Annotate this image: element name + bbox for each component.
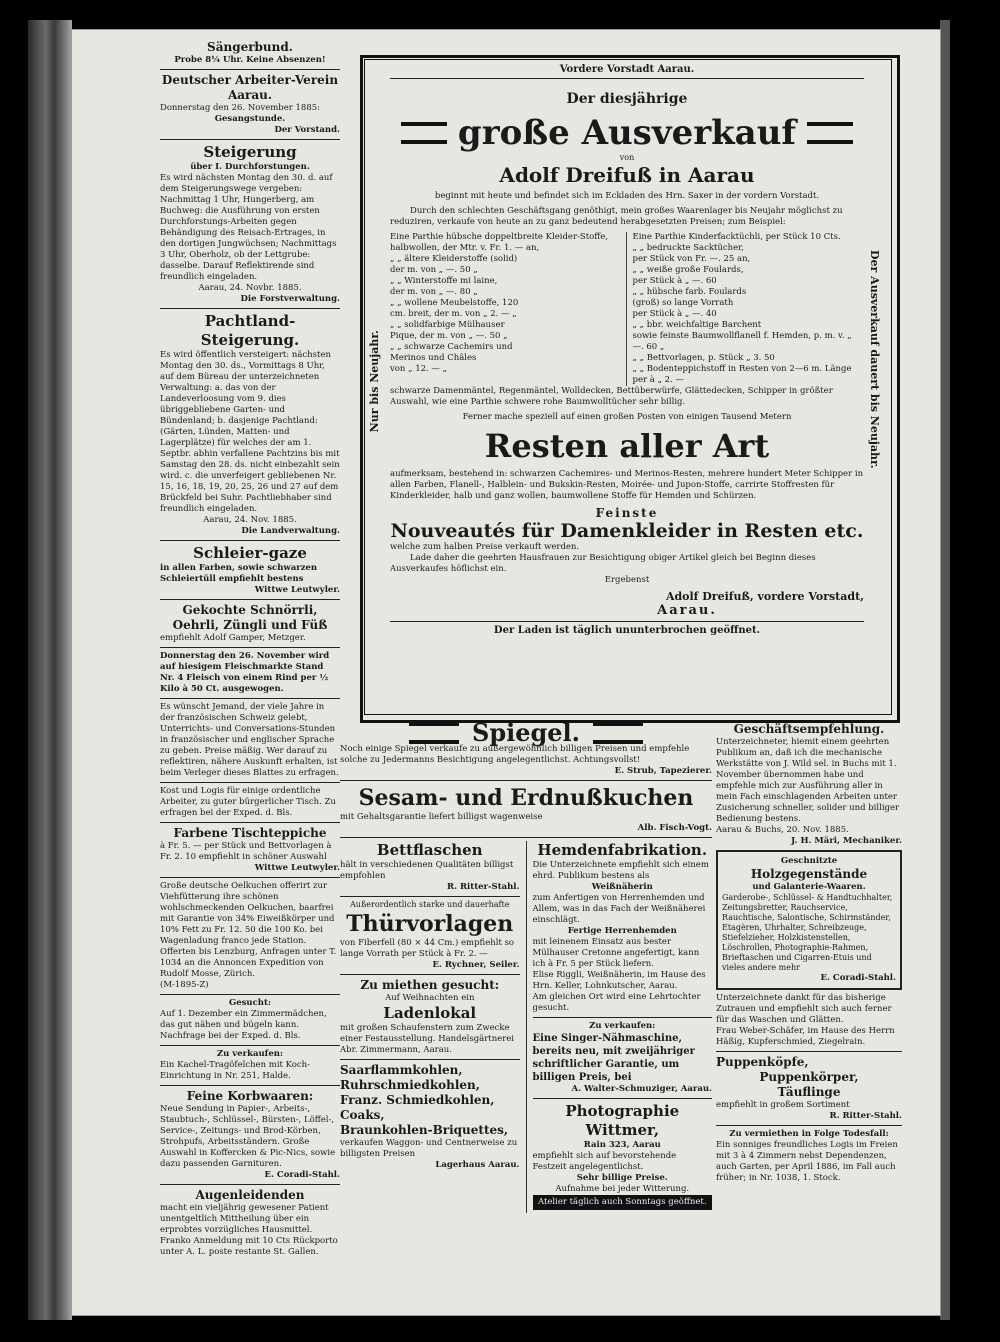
ad-title: Geschäftsempfehlung.	[733, 722, 885, 736]
ad-von: von	[619, 153, 635, 162]
ad-text2: Aufnahme bei jeder Witterung.	[555, 1184, 690, 1194]
ad-text: Ein Kachel-Tragöfelchen mit Koch-Einrichtung in Nr. 251, Halde.	[160, 1060, 311, 1081]
price-line: „ „ Bettvorlagen, p. Stück „ 3. 50	[632, 353, 775, 363]
ad-text: Neue Sendung in Papier-, Arbeits-, Staubtuch-, Schlüssel-, Bürsten-, Löffel-, Service-, Zeitungs- und Brod-Körben, Strohpufs, Arbeitsständern. Große Auswahl in Koffercken & Pic-Nics, sowie dazu passenden Garnituren.	[160, 1104, 336, 1169]
ad-sign: Frau Weber-Schäfer, im Hause des Herrn Häßig, Kupferschmied, Ziegelrain.	[716, 1026, 895, 1047]
ad-text: verkaufen Waggon- und Centnerweise zu billigsten Preisen	[340, 1138, 518, 1159]
ad-sign: Der Vorstand.	[274, 125, 340, 135]
ad-sign: E. Rychner, Seiler.	[432, 960, 520, 970]
ad-lade: Lade daher die geehrten Hausfrauen zur Besichtigung obiger Artikel gleich bei Beginn dieses Ausverkaufes höflichst ein.	[390, 553, 816, 574]
ad-spiegel	[340, 718, 712, 777]
price-line: Eine Parthie hübsche doppeltbreite Kleider-Stoffe,	[390, 232, 609, 242]
middle-column	[340, 718, 712, 1242]
ad-text3: mit leinenem Einsatz aus bester Mülhauser Cretonne angefertigt, kann ich à Fr. 5 per Stück liefern.	[532, 937, 700, 969]
ad-sign: Elise Riggli, Weißnäherin, im Hause des Hrn. Keller, Lohnkutscher, Aarau.	[532, 970, 706, 991]
ad-title: Zu miethen gesucht:	[360, 978, 500, 992]
price-line: per Stück à „ —. 60	[632, 276, 717, 286]
ad-text4: Am gleichen Ort wird eine Lehrtochter gesucht.	[532, 992, 701, 1013]
ad-schnoerrli	[160, 603, 340, 644]
ad-schwarze: schwarze Damenmäntel, Regenmäntel, Wolldecken, Bettüberwürfe, Glättedecken, Schipper in größter Auswahl, wie eine Parthie schwere rohe Baumwolltücher sehr billig.	[390, 386, 833, 407]
ad-footer: Der Laden ist täglich ununterbrochen geöffnet.	[493, 625, 761, 636]
ad-sub: Auf Weihnachten ein	[385, 993, 475, 1003]
ad-title: Zu verkaufen:	[589, 1021, 656, 1031]
ad-title: Gesucht:	[228, 998, 272, 1008]
ad-sign: Die Forstverwaltung.	[240, 294, 340, 304]
ad-title: Farbene Tischteppiche	[173, 826, 327, 840]
ad-thuervorlagen	[340, 900, 520, 971]
price-line: per Stück von Fr. —. 25 an,	[632, 254, 751, 264]
ad-sub2: Fertige Herrenhemden	[567, 926, 677, 936]
price-line: „ „ bbr. weichfaltige Barchent	[632, 320, 762, 330]
price-line: (groß) so lange Vorrath	[632, 298, 734, 308]
ad-text: Es wird nächsten Montag den 30. d. auf dem Steigerungswege vergeben: Nachmittag 1 Uhr, Hungerberg, am Buchweg: die Ausführung von ersten Durchforstungs-Arbeiten gegen Behändigung des Reisach-Ertrages, in den dortigen Jungwüchsen; Nachmittags 3 Uhr, Oberholz, ob der Lettgrube: dasselbe. Darauf Reflektirende sind freundlich eingeladen.	[160, 173, 337, 282]
ad-title: Bettflaschen	[376, 841, 483, 859]
price-line: „ „ Bodenteppichstoff in Resten von 2—6 m. Länge	[632, 364, 852, 374]
ad-aufmerksam: aufmerksam, bestehend in: schwarzen Cachemires- und Merinos-Resten, mehrere hundert Meter Schipper in allen Farben, Flanell-, Halblein- und Bukskin-Resten, Moirée- und Jupon-Stoffe, carrirte Stoffresten für Kinderkleider, halb und ganz wollen, baumwollene Stoffe für Hemden und Schürzen.	[390, 469, 864, 501]
ad-header: Vordere Vorstadt Aarau.	[559, 64, 695, 75]
ad-title2: Ladenlokal	[383, 1004, 477, 1022]
ad-code: (M-1895-Z)	[160, 980, 209, 990]
price-table-left	[390, 232, 627, 386]
ad-line: Ruhrschmiedkohlen,	[340, 1078, 480, 1092]
ad-text: mit Gehaltsgarantie liefert billigst wagenweise	[340, 812, 543, 822]
ad-sub: über I. Durchforstungen.	[190, 162, 310, 172]
ad-title: Deutscher Arbeiter-Verein Aarau.	[161, 73, 339, 102]
ad-line: Puppenköpfe,	[716, 1055, 809, 1069]
ad-beginn: beginnt mit heute und befindet sich im Eckladen des Hrn. Saxer in der vordern Vorstadt.	[434, 191, 820, 201]
ad-sign: Die Landverwaltung.	[241, 526, 340, 536]
ad-holzgegenstaende	[716, 850, 902, 990]
ad-sign: Adolf Dreifuß, vordere Vorstadt,	[665, 590, 864, 603]
ad-text: Garderobe-, Schlüssel- & Handtuchhalter, Zeitungsbretter, Rauchservice, Rauchtische, Salontische, Schirmständer, Etagèren, Uhrhalter, Schreibzeuge, Stiefelzieher, Holzkistenstellen, Löschrollen, Photographie-Rahmen, Brieftaschen und Cigarren-Etuis und vieles andere mehr	[722, 893, 893, 972]
ausverkauf-ad	[390, 64, 864, 712]
ad-text: mit großen Schaufenstern zum Zwecke einer Festausstellung. Handelsgärtnerei Abr. Zimmermann, Aarau.	[340, 1023, 515, 1055]
ad-sign: E. Coradi-Stahl.	[264, 1170, 340, 1180]
ad-sign: J. H. Märi, Mechaniker.	[791, 836, 902, 846]
ad-text: empfiehlt in großem Sortiment	[716, 1100, 850, 1110]
ad-text: macht ein vieljährig gewesener Patient unentgeltlich Mittheilung über ein erprobtes vorzügliches Hausmittel. Franko Anmeldung mit 10 Cts Rückporto unter A. L. poste restante St. Gallen.	[160, 1203, 338, 1257]
ad-augen	[160, 1188, 340, 1258]
right-column	[716, 722, 902, 1242]
price-line: per à „ 2. —	[632, 375, 684, 385]
price-line: „ „ hübsche farb. Foulards	[632, 287, 747, 297]
ad-gesucht	[160, 998, 340, 1042]
ad-verkaufen	[160, 1049, 340, 1082]
ad-intro: Der diesjährige	[566, 91, 688, 107]
left-column	[160, 40, 340, 1257]
ornament-bar	[807, 122, 853, 144]
ad-oelkuchen	[160, 881, 340, 991]
page-right-edge	[940, 20, 950, 1320]
ad-title: Augenleidenden	[195, 1188, 305, 1202]
ad-title: Gekochte Schnörrli, Oehrli, Züngli und Füß	[172, 603, 328, 632]
ad-title: Zu verkaufen:	[216, 1049, 284, 1059]
ad-weber	[716, 993, 902, 1048]
ad-sign: Wittwe Leutwyler.	[254, 863, 340, 873]
ad-nouveautes: Nouveautés für Damenkleider in Resten etc.	[390, 520, 864, 542]
price-line: cm. breit, der m. von „ 2. — „	[390, 309, 517, 319]
ad-bettflaschen	[340, 841, 520, 893]
ad-title: Sängerbund.	[207, 40, 293, 54]
ad-text: Es wird öffentlich versteigert: nächsten Montag den 30. ds., Vormittags 8 Uhr, auf dem Büreau der unterzeichneten Verwaltung: a. das von der Landeverloosung vom 9. dies übriggebliebene Garten- und Bündenland; b. dasjenige Pachtland: (Gärten, Lünden, Matten- und Lagerplätze) für welches der am 1. Septbr. abhin verfallene Pachtzins bis mit Samstag den 28. ds. nicht einbezahlt sein wird. c. die unverfeigert gebliebenen Nr. 15, 16, 18, 19, 20, 25, 26 und 27 auf dem Brückfeld bei Suhr. Pachtliebhaber sind freundlich eingeladen.	[160, 350, 340, 514]
ad-donnerstag: Donnerstag den 26. November wird auf hiesigem Fleischmarkte Stand Nr. 4 Fleisch von einem Rind per ½ Kilo à 50 Ct. ausgewogen.	[160, 651, 330, 694]
ad-line: Täuflinge	[777, 1085, 841, 1099]
ad-line: Braunkohlen-Briquettes,	[340, 1123, 509, 1137]
ad-addr: Rain 323, Aarau	[583, 1140, 661, 1150]
ad-sign: Wittwe Leutwyler.	[254, 585, 340, 595]
price-line: Merinos und Châles	[390, 353, 477, 363]
price-line: halbwollen, der Mtr. v. Fr. 1. — an,	[390, 243, 540, 253]
ad-title: Spiegel.	[471, 718, 581, 747]
ad-hemden	[533, 841, 713, 1014]
ad-title: Hemdenfabrikation.	[537, 841, 708, 859]
ad-text: hält in verschiedenen Qualitäten billigst empfohlen	[340, 860, 514, 881]
ad-ferner: Ferner mache speziell auf einen großen Posten von einigen Tausend Metern	[462, 412, 792, 422]
ad-title: Steigerung	[203, 143, 297, 161]
ad-arbeiterverein	[160, 73, 340, 136]
price-line: per Stück à „ —. 40	[632, 309, 717, 319]
price-line: Eine Parthie Kinderfacktüchli, per Stück 10 Cts.	[632, 232, 841, 242]
ad-text: à Fr. 5. — per Stück und Bettvorlagen à Fr. 2. 10 empfiehlt in schöner Auswahl	[160, 841, 332, 862]
ad-sub: Gesangstunde.	[214, 114, 286, 124]
price-line: „ „ ältere Kleiderstoffe (solid)	[390, 254, 518, 264]
ad-text: Unterzeichneter, hiemit einem geehrten Publikum an, daß ich die mechanische Werkstätte von J. Wild sel. in Buchs mit 1. November übernommen habe und empfehle mich zur Ausführung aller in mein Fach einschlagenden Arbeiten unter Zusicherung schneller, solider und billiger Bedienung bestens.	[716, 737, 900, 824]
ad-title: Feine Korbwaaren:	[186, 1089, 314, 1103]
ad-title-row	[390, 113, 864, 153]
ad-sign: Alb. Fisch-Vogt.	[637, 823, 712, 833]
ad-date: Aarau & Buchs, 20. Nov. 1885.	[716, 825, 849, 835]
ad-text: Noch einige Spiegel verkaufe zu außergewöhnlich billigen Preisen und empfehle solche zu Jedermanns Besichtigung angelegentlichst. Achtungsvollst!	[340, 744, 690, 765]
price-line: „ „ schwarze Cachemirs und	[390, 342, 513, 352]
ad-kost: Kost und Logis für einige ordentliche Arbeiter, zu guter bürgerlicher Tisch. Zu erfragen bei der Exped. d. Bls.	[160, 786, 336, 818]
ad-title: Thürvorlagen	[346, 911, 514, 937]
ad-title: Pachtland-Steigerung.	[200, 312, 300, 349]
ad-korbwaaren	[160, 1089, 340, 1181]
ad-miethen	[340, 978, 520, 1056]
ad-sesam	[340, 784, 712, 834]
ad-text: empfiehlt Adolf Gamper, Metzger.	[160, 633, 306, 643]
ad-firm: Adolf Dreifuß in Aarau	[499, 163, 755, 187]
ad-sprache: Es wünscht Jemand, der viele Jahre in der französischen Schweiz gelebt, Unterrichts- und Conversations-Stunden in französischer und englischer Sprache zu geben. Preise mäßig. Wer darauf zu reflektiren, nähere Auskunft erhalten, ist beim Verleger dieses Blattes zu erfragen.	[160, 702, 339, 778]
ad-sign: R. Ritter-Stahl.	[447, 882, 520, 892]
ad-teppiche	[160, 826, 340, 874]
ad-main-title: große Ausverkauf	[457, 113, 797, 153]
ad-title: Photographie Wittmer,	[565, 1102, 680, 1139]
ad-date: Aarau, 24. Novbr. 1885.	[198, 283, 302, 293]
ad-line: Franz. Schmiedkohlen,	[340, 1093, 495, 1107]
ad-title: Sesam- und Erdnußkuchen	[358, 785, 694, 811]
ad-sub: Sehr billige Preise.	[576, 1173, 668, 1183]
price-line: der m. von „ —. 50 „	[390, 265, 478, 275]
ad-steigerung	[160, 143, 340, 305]
price-line: von „ 12. — „	[390, 364, 448, 374]
price-line: Pique, der m. von „ —. 50 „	[390, 331, 508, 341]
ad-text: in allen Farben, sowie schwarzen Schleiertüll empfiehlt bestens	[160, 563, 318, 584]
ad-date: Aarau, 24. Nov. 1885.	[203, 515, 297, 525]
ad-title: Schleier-gaze	[193, 544, 307, 562]
price-line: „ „ solidfarbige Mülhauser	[390, 320, 505, 330]
price-line: „ „ weiße große Foulards,	[632, 265, 744, 275]
ad-sign: E. Coradi-Stahl.	[820, 973, 896, 983]
ad-text: Eine Singer-Nähmaschine, bereits neu, mit zweijähriger schriftlicher Garantie, um billigen Preis, bei	[532, 1033, 695, 1083]
ad-text: Unterzeichnete dankt für das bisherige Zutrauen und empfiehlt sich auch ferner für das Waschen und Glätten.	[716, 993, 892, 1025]
binding-edge	[28, 20, 72, 1320]
ad-pre: Geschnitzte	[780, 856, 838, 866]
ad-vermiethen	[716, 1129, 902, 1184]
ad-sign: Lagerhaus Aarau.	[435, 1160, 520, 1170]
price-line: der m. von „ —. 80 „	[390, 287, 478, 297]
price-line: „ „ wollene Meubelstoffe, 120	[390, 298, 519, 308]
ad-photo	[533, 1102, 713, 1210]
ad-sign: A. Walter-Schmuziger, Aarau.	[571, 1084, 712, 1094]
ad-text: Auf 1. Dezember ein Zimmermädchen, das gut nähen und bügeln kann. Nachfrage bei der Exped. d. Bls.	[160, 1009, 327, 1041]
ad-text: Donnerstag den 26. November 1885:	[160, 103, 321, 113]
price-line: sowie feinste Baumwollflanell f. Hemden, p. m. v. „ —. 60 „	[632, 331, 852, 352]
ad-sub: und Galanterie-Waaren.	[752, 882, 866, 892]
ad-sign2: Aarau.	[657, 603, 717, 618]
ad-title: Zu vermiethen in Folge Todesfall:	[729, 1129, 889, 1139]
ad-kohlen	[340, 1063, 520, 1171]
ad-pachtland	[160, 312, 340, 537]
ad-puppen	[716, 1055, 902, 1122]
ad-line: Puppenkörper,	[759, 1070, 859, 1084]
ad-sub: Weißnäherin	[591, 882, 653, 892]
ad-text: von Fiberfell (80 × 44 Cm.) empfiehlt so lange Vorrath per Stück à Fr. 2. —	[340, 938, 515, 959]
price-table	[390, 232, 864, 386]
ad-resten: Resten aller Art	[484, 427, 770, 465]
ad-text: Probe 8¼ Uhr. Keine Absenzen!	[174, 55, 326, 65]
side-text-right: Der Ausverkauf dauert bis Neujahr.	[868, 250, 881, 469]
ad-geschaeftsempfehlung	[716, 722, 902, 847]
side-text-left: Nur bis Neujahr.	[368, 330, 381, 433]
price-line: „ „ Winterstoffe mi laine,	[390, 276, 498, 286]
ad-text: Ein sonniges freundliches Logis im Freien mit 3 à 4 Zimmern nebst Dependenzen, auch Garten, per April 1886, im Fall auch früher; in Nr. 1038, 1. Stock.	[716, 1140, 898, 1183]
ad-schleier	[160, 544, 340, 596]
ad-ergebenst: Ergebenst	[604, 575, 650, 585]
ad-text: Die Unterzeichnete empfiehlt sich einem ehrd. Publikum bestens als	[532, 860, 709, 881]
ad-title: Holzgegenstände	[750, 867, 868, 881]
ad-sign: E. Strub, Tapezierer.	[614, 766, 712, 776]
ad-text2: zum Anfertigen von Herrenhemden und Allem, was in das Fach der Weißnäherei einschlägt.	[532, 893, 706, 925]
price-line: „ „ bedruckte Sacktücher,	[632, 243, 745, 253]
ad-durch: Durch den schlechten Geschäftsgang genöthigt, mein großes Waarenlager bis Neujahr möglichst zu reduziren, verkaufe von heute an zu ganz bedeutend herabgesetzten Preisen; zum Beispiel:	[390, 206, 843, 227]
ad-sign: R. Ritter-Stahl.	[829, 1111, 902, 1121]
ad-text: empfiehlt sich auf bevorstehende Festzeit angelegentlichst.	[532, 1151, 677, 1172]
ad-pre: Außerordentlich starke und dauerhafte	[350, 900, 510, 909]
ad-line: Coaks,	[340, 1108, 385, 1122]
ad-saengerbund	[160, 40, 340, 66]
ad-text: Große deutsche Oelkuchen offerirt zur Viehfütterung ihre schönen wohlschmeckenden Oelkuchen, baarfrei mit Garantie von 34% Eiweißkörper und 10% Fett zu Fr. 12. 50 die 100 Ko. bei Wagenladung franco jede Station. Offerten bis Lenzburg, Anfragen unter T. 1034 an die Annoncen Expedition von Rudolf Mosse, Zürich.	[160, 881, 337, 979]
ad-footer: Atelier täglich auch Sonntags geöffnet.	[533, 1195, 713, 1210]
price-table-right	[627, 232, 865, 386]
ad-feinste: Feinste	[595, 506, 659, 520]
ad-singer	[533, 1021, 713, 1095]
ad-line: Saarflammkohlen,	[340, 1063, 463, 1077]
ornament-bar	[401, 122, 447, 144]
ad-welche: welche zum halben Preise verkauft werden.	[390, 542, 580, 552]
